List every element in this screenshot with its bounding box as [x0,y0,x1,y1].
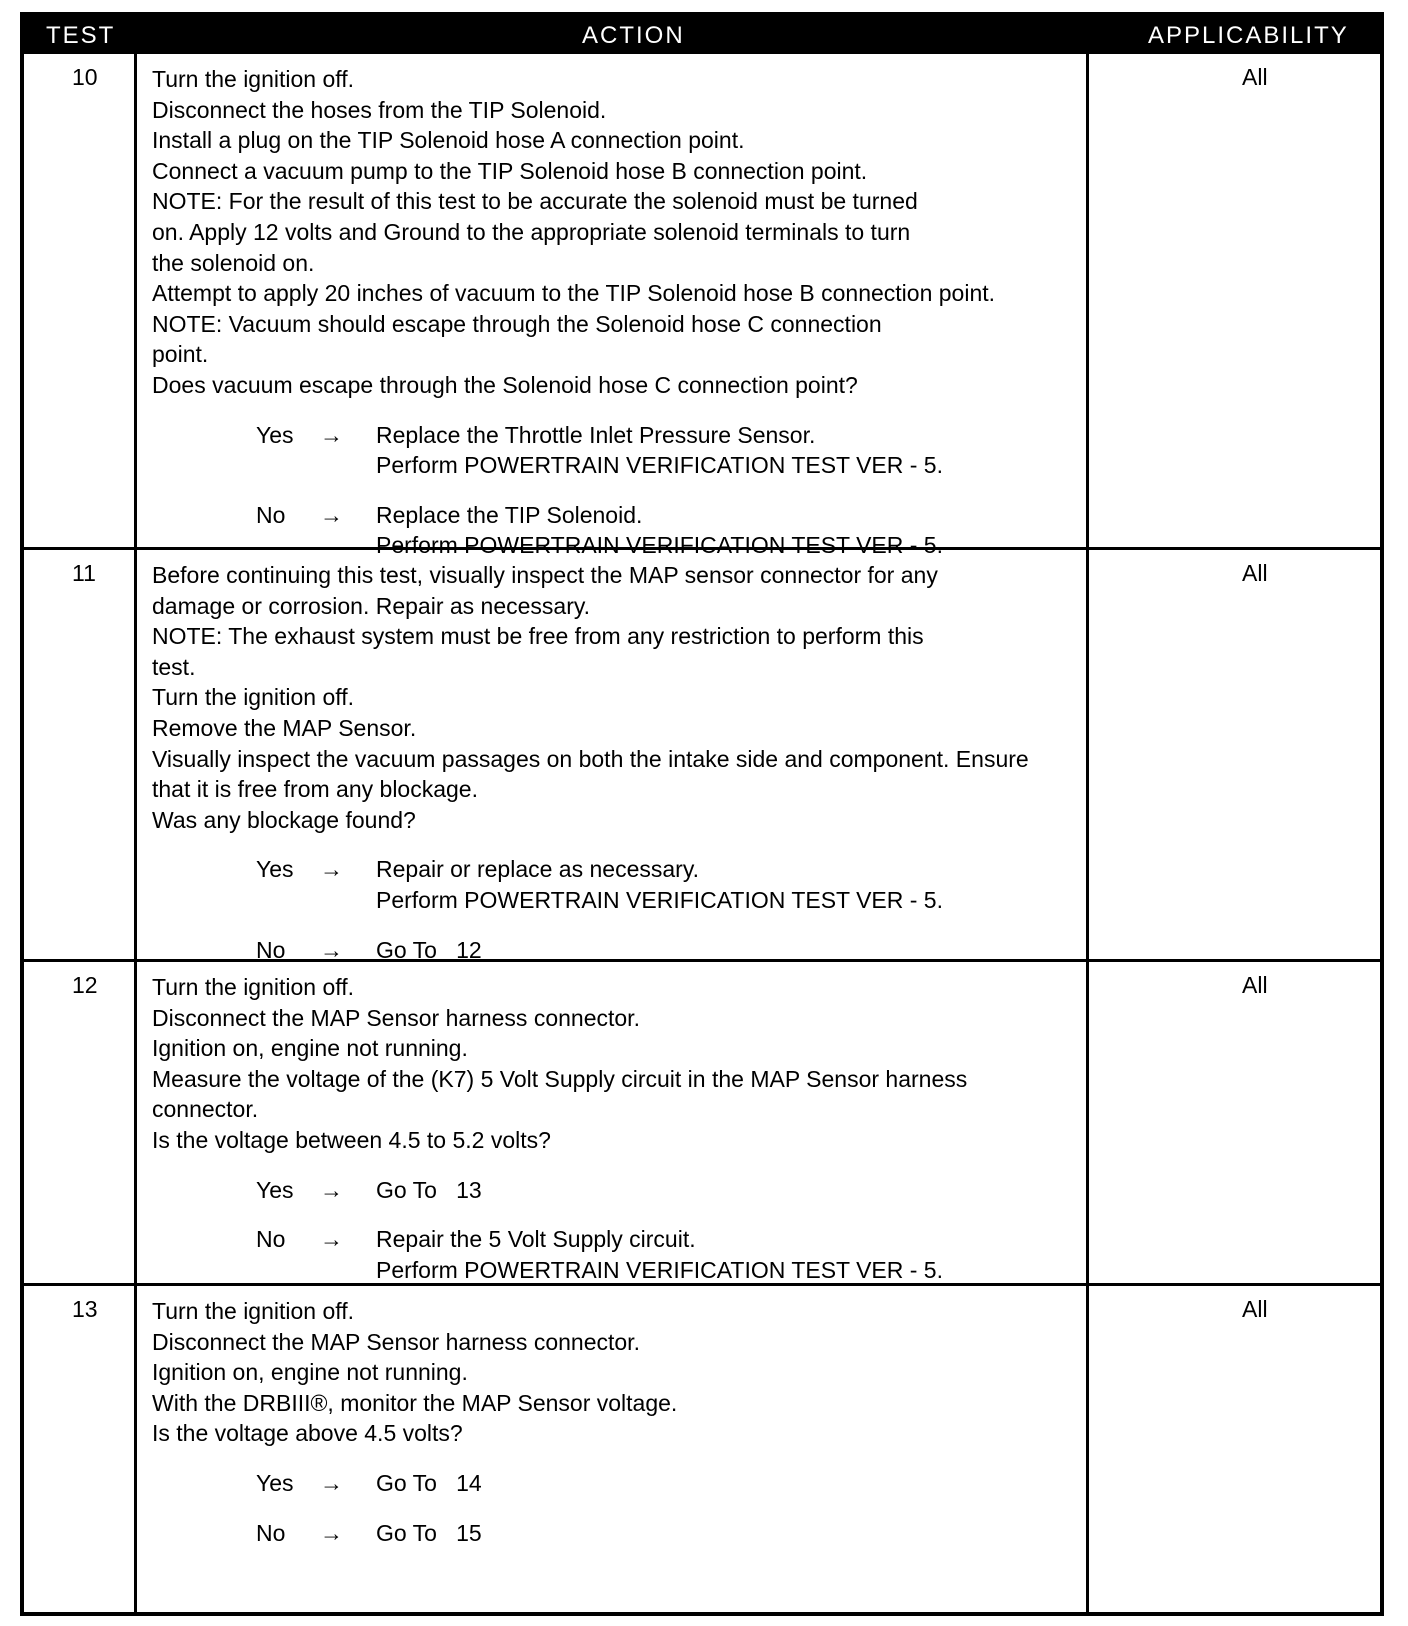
action-line: Remove the MAP Sensor. [152,714,417,741]
action-line: Is the voltage above 4.5 volts? [152,1420,463,1447]
answer-line: Replace the TIP Solenoid. [376,501,643,528]
answer-text [376,1518,1138,1549]
action-line: NOTE: For the result of this test to be accurate the solenoid must be turned [152,188,918,215]
answer-label: No [256,936,286,963]
answer-yes [152,1468,1138,1499]
action-line: on. Apply 12 volts and Ground to the appropriate solenoid terminals to turn [152,218,911,245]
answer-text [376,1224,1138,1285]
answer-label: No [256,1519,286,1546]
answer-yes [152,1175,1138,1206]
answer-line: Perform POWERTRAIN VERIFICATION TEST VER - 5. [376,886,943,913]
answer-text [376,935,1138,966]
answer-line: Perform POWERTRAIN VERIFICATION TEST VER - 5. [376,532,943,559]
action-line: that it is free from any blockage. [152,776,478,803]
action-line: test. [152,653,196,680]
arrow-right-icon: → [320,856,343,883]
test-number: 13 [72,1296,98,1322]
action-line: Attempt to apply 20 inches of vacuum to the TIP Solenoid hose B connection point. [152,280,996,307]
action-line: Disconnect the MAP Sensor harness connector. [152,1004,640,1031]
answer-line: Go To 15 [376,1519,482,1546]
action-line: Visually inspect the vacuum passages on both the intake side and component. Ensure [152,745,1029,772]
test-number: 12 [72,972,98,998]
answer-line: Repair the 5 Volt Supply circuit. [376,1226,696,1253]
applicability-value: All [1242,64,1268,90]
answer-line: Go To 13 [376,1176,482,1203]
answer-no [152,1224,1138,1285]
action-line: connector. [152,1096,259,1123]
applicability-value: All [1242,560,1268,586]
answer-label: Yes [256,1469,294,1496]
answer-line: Repair or replace as necessary. [376,856,699,883]
answer-label: No [256,1226,286,1253]
action-line: Install a plug on the TIP Solenoid hose A connection point. [152,127,745,154]
action-text [152,560,1138,965]
action-line: Disconnect the MAP Sensor harness connector. [152,1328,640,1355]
action-line: With the DRBIII®, monitor the MAP Sensor voltage. [152,1389,678,1416]
arrow-right-icon: → [320,1226,343,1253]
test-number: 11 [72,560,96,586]
action-text [152,1296,1138,1548]
answer-label: No [256,501,286,528]
arrow-right-icon: → [320,1469,343,1496]
action-line: NOTE: The exhaust system must be free from any restriction to perform this [152,623,924,650]
action-line: Measure the voltage of the (K7) 5 Volt Supply circuit in the MAP Sensor harness [152,1065,968,1092]
arrow-right-icon: → [320,421,343,448]
answer-text [376,1175,1138,1206]
action-line: Turn the ignition off. [152,684,355,711]
action-line: Ignition on, engine not running. [152,1359,468,1386]
answer-text [376,420,1138,481]
action-line: Does vacuum escape through the Solenoid hose C connection point? [152,371,858,398]
action-line: damage or corrosion. Repair as necessary. [152,592,591,619]
diagnostic-table [20,12,1384,1616]
answer-line: Replace the Throttle Inlet Pressure Sensor. [376,421,816,448]
action-line: NOTE: Vacuum should escape through the Solenoid hose C connection [152,310,882,337]
column-divider [134,54,137,1612]
arrow-right-icon: → [320,501,343,528]
action-text [152,64,1138,561]
applicability-value: All [1242,1296,1268,1322]
answer-label: Yes [256,856,294,883]
header-test: TEST [46,22,116,49]
test-number: 10 [72,64,98,90]
arrow-right-icon: → [320,1176,343,1203]
action-line: the solenoid on. [152,249,315,276]
answer-yes [152,420,1138,481]
action-line: Is the voltage between 4.5 to 5.2 volts? [152,1126,551,1153]
answer-line: Go To 12 [376,936,482,963]
action-line: Connect a vacuum pump to the TIP Solenoid hose B connection point. [152,157,868,184]
action-line: Disconnect the hoses from the TIP Solenoid. [152,96,607,123]
answer-line: Go To 14 [376,1469,482,1496]
answer-no [152,500,1138,561]
header-applicability: APPLICABILITY [1148,22,1349,49]
action-text [152,972,1138,1285]
answer-label: Yes [256,421,294,448]
answer-line: Perform POWERTRAIN VERIFICATION TEST VER - 5. [376,1256,943,1283]
action-line: Turn the ignition off. [152,66,355,92]
answer-label: Yes [256,1176,294,1203]
action-line: point. [152,341,209,368]
action-line: Was any blockage found? [152,806,416,833]
action-line: Ignition on, engine not running. [152,1035,468,1062]
applicability-value: All [1242,972,1268,998]
table-header [24,16,1380,54]
action-line: Turn the ignition off. [152,974,355,1000]
answer-text [376,500,1138,561]
answer-no [152,1518,1138,1549]
action-line: Before continuing this test, visually inspect the MAP sensor connector for any [152,562,938,588]
action-line: Turn the ignition off. [152,1298,355,1324]
arrow-right-icon: → [320,1519,343,1546]
answer-no [152,935,1138,966]
answer-yes [152,854,1138,915]
arrow-right-icon: → [320,936,343,963]
header-action: ACTION [582,22,685,49]
answer-text [376,1468,1138,1499]
answer-text [376,854,1138,915]
answer-line: Perform POWERTRAIN VERIFICATION TEST VER - 5. [376,452,943,479]
